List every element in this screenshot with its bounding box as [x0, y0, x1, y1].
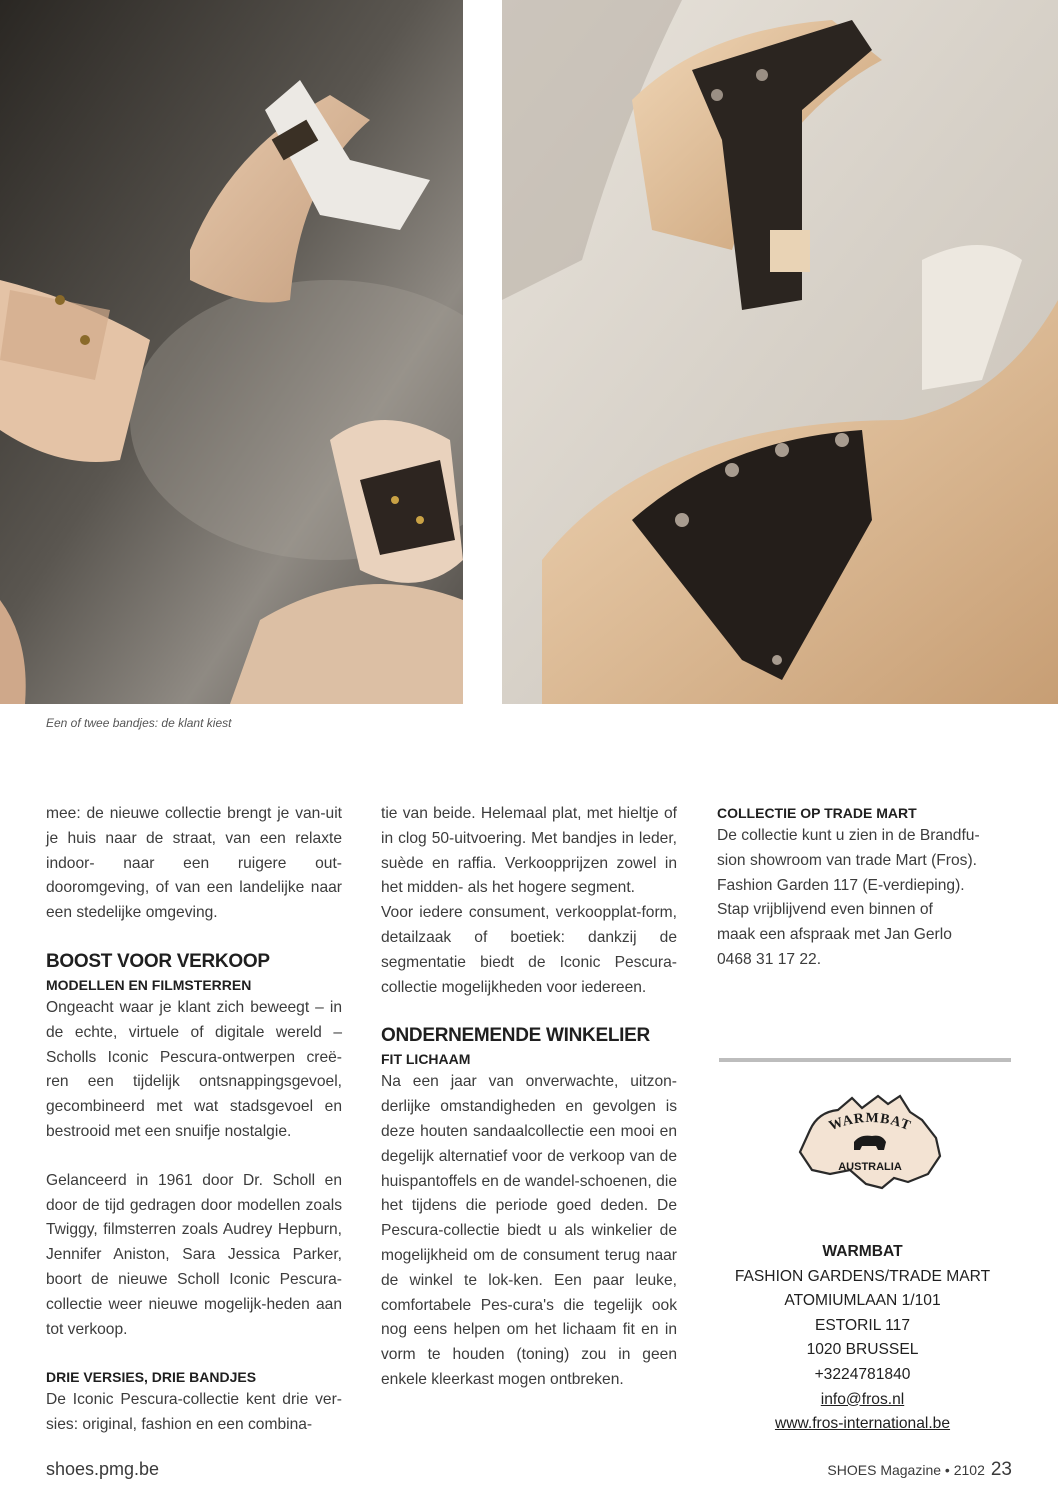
- photo-caption: Een of twee bandjes: de klant kiest: [46, 716, 232, 730]
- magazine-issue: SHOES Magazine • 2102: [827, 1462, 985, 1478]
- section-subheading: MODELLEN EN FILMSTERREN: [46, 976, 252, 993]
- address-line: FASHION GARDENS/TRADE MART: [734, 1267, 991, 1285]
- info-line: Stap vrijblijvend even binnen of: [717, 901, 933, 919]
- section-heading: BOOST VOOR VERKOOP: [46, 950, 270, 972]
- section-subheading: FIT LICHAAM: [381, 1051, 471, 1068]
- footer-site: shoes.pmg.be: [46, 1459, 160, 1479]
- section-heading: ONDERNEMENDE WINKELIER: [381, 1025, 650, 1047]
- phone-number: +3224781840: [814, 1365, 911, 1383]
- photo-sandals-left: [0, 0, 463, 704]
- email-link[interactable]: info@fros.nl: [820, 1390, 905, 1408]
- address-line: ESTORIL 117: [814, 1316, 911, 1334]
- article-column-3: [717, 802, 1007, 973]
- address-line: ATOMIUMLAAN 1/101: [784, 1292, 941, 1310]
- divider: [719, 1058, 1011, 1062]
- address-line: 1020 BRUSSEL: [806, 1341, 919, 1359]
- clog-image: [502, 0, 1058, 704]
- page-number: 23: [990, 1459, 1012, 1480]
- paragraph: tie van beide. Helemaal plat, met hieltje of in clog 50-uitvoering. Met bandjes in leder, suède en raffia. Verkoopprijzen zowel in het midden- als het hogere segment.: [381, 805, 677, 897]
- article-column-2: [381, 802, 677, 1393]
- photo-clog-right: [502, 0, 1058, 704]
- info-line: Fashion Garden 117 (E-verdieping).: [717, 876, 965, 894]
- info-line: De collectie kunt u zien in de Brandfu-: [717, 827, 980, 844]
- website-link[interactable]: www.fros-international.be: [774, 1415, 951, 1433]
- warmbat-australia-logo: [790, 1090, 950, 1195]
- paragraph: Voor iedere consument, verkoopplat-form, detailzaak of boetiek: dankzij de segmentatie biedt de Iconic Pescura-collectie mogelijkheden voor iedereen.: [381, 904, 677, 996]
- paragraph: Gelanceerd in 1961 door Dr. Scholl en door de tijd gedragen door modellen zoals Twiggy, filmsterren zoals Audrey Hepburn, Jennifer Aniston, Sara Jessica Parker, boort de nieuwe Scholl Iconic Pescura-collectie weer nieuwe mogelijk-heden aan tot verkoop.: [46, 1171, 342, 1338]
- paragraph: mee: de nieuwe collectie brengt je van-uit je huis naar de straat, van een relaxte indoor- naar een ruigere out-dooromgeving, of van een landelijke naar een stedelijke omgeving.: [46, 805, 342, 922]
- paragraph: Na een jaar van onverwachte, uitzon-derlijke omstandigheden en gevolgen is deze houten sandaalcollectie een mooi en degelijk alternatief voor de verkoop van de huispantoffels en de wandel-schoenen, die het tijdens die periode goed deden. De Pescura-collectie biedt u als winkelier de mogelijkheid om de consument terug naar de winkel te lok-ken. Een paar leuke, comfortabele Pes-cura's die tegelijk ook nog eens helpen om het lichaam fit en in vorm te houden (toning) zou in geen enkele kleerkast mogen ontbreken.: [381, 1073, 677, 1388]
- company-name: WARMBAT: [822, 1243, 903, 1260]
- trade-mart-info: [717, 824, 1007, 973]
- article-column-1: [46, 802, 342, 1438]
- info-line: sion showroom van trade Mart (Fros).: [717, 851, 977, 869]
- footer-magazine: [827, 1459, 1012, 1481]
- paragraph: De Iconic Pescura-collectie kent drie ver-sies: original, fashion en een combina-: [46, 1391, 342, 1434]
- logo-text-top: WARMBAT: [827, 1110, 914, 1135]
- info-line: 0468 31 17 22.: [717, 950, 822, 968]
- paragraph: Ongeacht waar je klant zich beweegt – in de echte, virtuele of digitale wereld – Scholls Iconic Pescura-ontwerpen creë-ren een tijdelijk ontsnappingsgevoel, gecombineerd met wat stadsgevoel en bestrooid met een snuifje nostalgie.: [46, 998, 342, 1140]
- contact-block: [700, 1240, 1025, 1437]
- section-subheading: COLLECTIE OP TRADE MART: [717, 805, 917, 821]
- info-line: maak een afspraak met Jan Gerlo: [717, 926, 952, 944]
- logo-text-bottom: AUSTRALIA: [838, 1161, 902, 1173]
- section-subheading: DRIE VERSIES, DRIE BANDJES: [46, 1369, 257, 1386]
- sandals-image: [0, 0, 463, 704]
